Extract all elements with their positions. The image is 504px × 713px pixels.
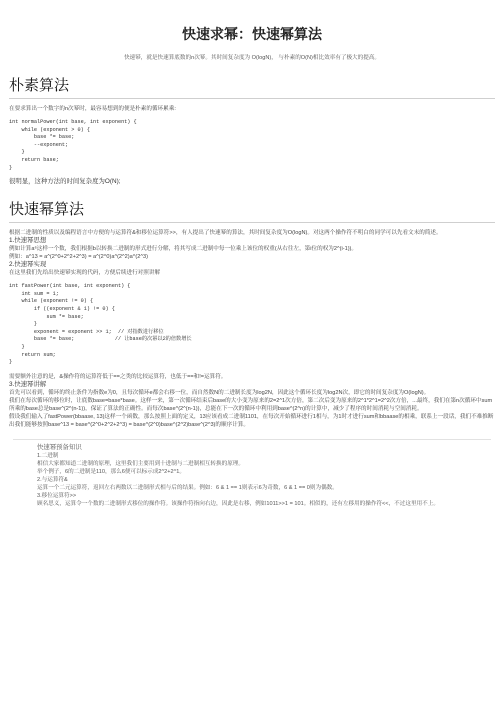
- code-line: }: [9, 164, 13, 171]
- article-intro: 快速幂，就是快速算底数的n次幂。其时间复杂度为 O(logN)， 与朴素的O(N)相比效率有了极大的提高。: [123, 55, 381, 61]
- fast-impl-text: 在这里我们先给出快速幂实现的代码，方便后续进行对照讲解: [9, 270, 161, 277]
- appendix-item-label: 2.与运算符&: [37, 476, 68, 483]
- divider: [9, 98, 495, 99]
- appendix-item-label: 3.移位运算符>>: [37, 492, 77, 499]
- appendix-item-text: 相信大家都知道二进制的原理，这里我们主要用到十进制与二进制相互转换的原理。: [37, 460, 244, 467]
- explain-paragraph-2: 我们在每次循环的移位时，让底数base=base*base。这样一来，第一次循环结束后base的大小变为原来的2=2^1次方倍，第二次后变为原来的2^1*2^1=2^2次方倍，...最终，我们在第n次循环中sum所乘的base总是base^(2^(n-1))，保证了算法的正确性。而每次base^(2^(n-1))，总能在下一次的循环中利用到base^(2^n)的计算中，减少了程序的时间消耗与空间消耗。: [9, 397, 493, 412]
- subsection-label: 2.快速幂实现: [9, 261, 47, 269]
- code-line: return sum;: [9, 351, 56, 358]
- subsection-label: 1.快速幂思想: [9, 237, 47, 245]
- fast-paragraph: 根据二进制的性质以及编程语言中方便的与运算符&和移位运算符>>，有人提出了快速幂的算法，其时间复杂度为O(logN)。对这两个操作符不明白的同学可以先看文末的简述。: [9, 230, 442, 237]
- code-line: int sum = 1;: [9, 290, 59, 297]
- code-line: int fastPower(int base, int exponent) {: [9, 283, 131, 290]
- code-line: }: [9, 359, 13, 366]
- appendix-box: [13, 439, 491, 508]
- code-line: sum *= base;: [9, 313, 84, 320]
- code-block-naive: [9, 119, 495, 172]
- code-line: }: [9, 343, 25, 350]
- code-line: base *= base; // 让base的次幂以2的倍数增长: [9, 336, 192, 343]
- code-line: return base;: [9, 156, 59, 163]
- appendix-item-text: 顾名思义，运算令一个数的二进制形式移位的操作符。该操作符指向右边，因此是右移，例如1011>>1 = 101。相似的，还有左移用的操作符<<，不过这里用不上。: [37, 500, 439, 507]
- appendix-item-text: 运算一个二元运算符，返回左右两数以二进制形式相与后的结果。例如：6 & 1 == 1则表示6为奇数，6 & 1 == 0则为偶数。: [37, 484, 338, 491]
- code-line: if ((exponent & 1) != 0) {: [9, 305, 115, 312]
- code-line: --exponent;: [9, 141, 69, 148]
- appendix-title: 快速幂预备知识: [37, 443, 82, 451]
- section-heading-naive: 朴素算法: [9, 77, 70, 94]
- explain-paragraph-1: 首先可以看到，循环的终止条件为指数e为0，且每次循环e都会右移一位，而自然数N的二进制长度为log2N，因此这个循环长度为log2N次，即它的时间复杂度为O(logN)。: [9, 389, 430, 396]
- fast-idea-example: 例如：a^13 = a^(2^0+2^2+2^3) = a^(2^0)a^(2^2)a^(2^3): [9, 254, 148, 261]
- code-line: }: [9, 321, 38, 328]
- subsection-label: 3.快速幂讲解: [9, 380, 47, 388]
- appendix-item-example: 举个例子，6的二进制是110，那么6便可以标示成2^2+2^1。: [37, 468, 185, 475]
- code-line: base *= base;: [9, 134, 75, 141]
- naive-complexity: 很明显，这种方法的时间复杂度为O(N);: [9, 178, 121, 186]
- code-line: int normalPower(int base, int exponent) {: [9, 119, 137, 125]
- appendix-item-label: 1.二进制: [37, 452, 59, 459]
- code-line: while (exponent > 0) {: [9, 126, 90, 133]
- code-line: exponent = exponent >> 1; // 对指数进行移位: [9, 328, 164, 335]
- naive-description: 在要求算出一个数字的n次幂时，最容易想到的便是朴素的循环累乘:: [9, 106, 176, 112]
- code-block-fast: [9, 283, 495, 367]
- fast-idea-text: 例如计算a⁶这样一个数，我们根据b以转换二进制的形式进行分解，将其写成二进制中每一位乘上该位的权重(从右往左，第i位的权为2^(i-1))。: [9, 246, 358, 253]
- operator-note: 需要额外注意的是，&操作符的运算符低于==之类的比较运算符，也低于==和!=运算符。: [9, 373, 227, 380]
- article-title: 快速求幂：快速幂算法: [182, 26, 322, 42]
- code-line: while (exponent != 0) {: [9, 298, 94, 305]
- divider: [9, 222, 495, 223]
- explain-paragraph-3: 假设我们输入了fastPower(bbaase, 13)这样一个函数，那么按照上面的定义，13应该看成二进制1101，在每次开始循环进行1相与，为1时才进行sum和bbaase的相乘，联系上一段话，我们不难推断出我们能够按照base^13 = base^(2^0+2^2+2^3) = base^(2^0)base^(2^2)base^(2^3)的顺序计算。: [9, 413, 494, 428]
- section-heading-fast: 快速幂算法: [9, 201, 85, 219]
- code-line: }: [9, 149, 25, 156]
